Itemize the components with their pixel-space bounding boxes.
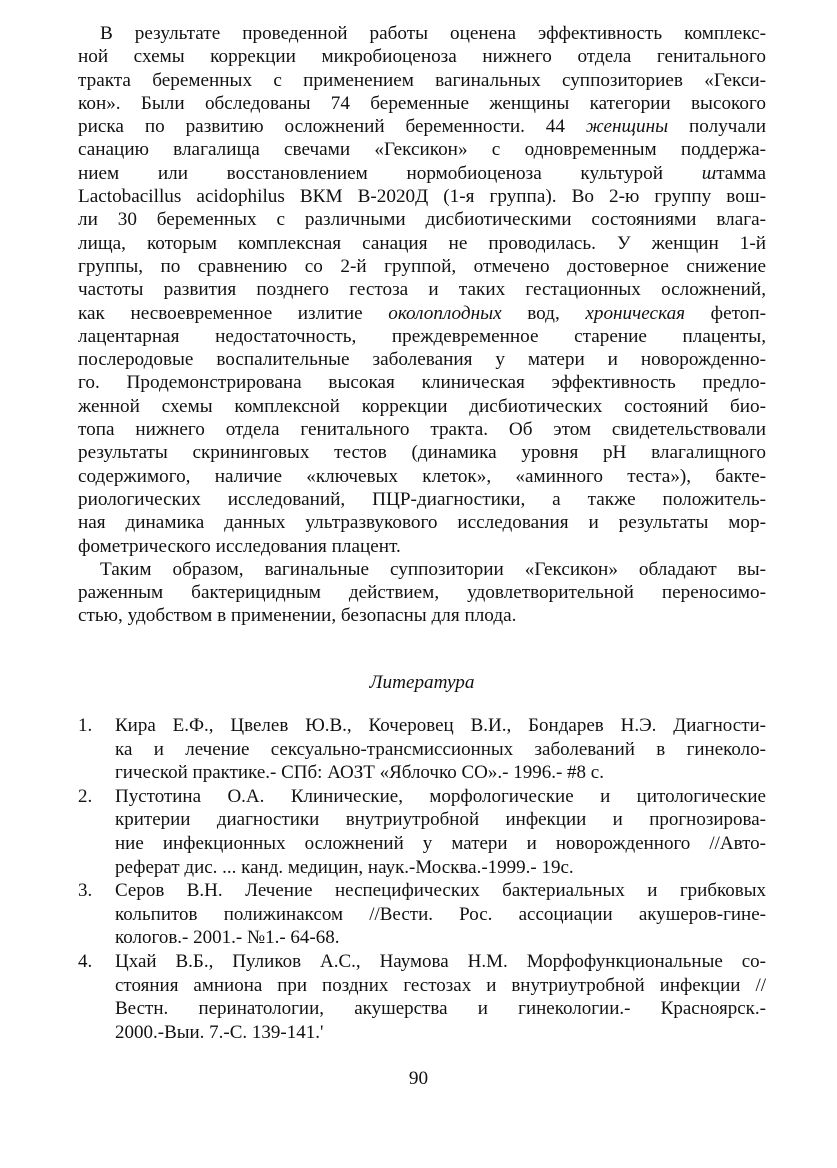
reference-line: Цхай В.Б., Пуликов А.С., Наумова Н.М. Морфофункциональные со-: [115, 950, 766, 972]
reference-line: реферат дис. ... канд. медицин, наук.-Москва.-1999.- 19с.: [115, 856, 574, 878]
reference-line: Вестн. перинатологии, акушерства и гинекологии.- Красноярск.-: [115, 998, 766, 1020]
reference-line: Пустотина О.А. Клинические, морфологические и цитологические: [115, 785, 766, 807]
text-line: санацию влагалища свечами «Гексикон» с одновременным поддержа-: [78, 139, 766, 161]
reference-line: Серов В.Н. Лечение неспецифических бактериальных и грибковых: [115, 880, 766, 902]
reference-line: кольпитов полижинаксом //Вести. Рос. ассоциации акушеров-гине-: [115, 903, 766, 925]
reference-line: ка и лечение сексуально-трансмиссионных заболеваний в гинеколо-: [115, 738, 766, 760]
page-number: 90: [408, 1068, 429, 1089]
reference-line: кологов.- 2001.- №1.- 64-68.: [115, 927, 340, 949]
reference-number: 2.: [78, 785, 93, 807]
reference-item: [78, 785, 766, 879]
text-line: ная динамика данных ультразвукового исследования и результаты мор-: [78, 512, 766, 534]
body-text: [78, 22, 766, 628]
reference-number: 4.: [78, 950, 93, 972]
reference-line: ние инфекционных осложнений у матери и новорожденного //Авто-: [115, 832, 766, 854]
text-line: содержимого, наличие «ключевых клеток», «аминного теста»), бакте-: [78, 465, 766, 487]
text-line: результаты скрининговых тестов (динамика уровня pH влагалищного: [78, 442, 766, 464]
text-line: В результате проведенной работы оценена эффективность комплекс-: [100, 23, 766, 44]
text-line: как несвоевременное излитие околоплодных вод, хроническая фетоп-: [78, 302, 766, 324]
text-line: ли 30 беременных с различными дисбиотическими состояниями влага-: [78, 209, 766, 231]
reference-number: 1.: [78, 715, 93, 736]
text-line: тракта беременных с применением вагинальных суппозиториев «Гекси-: [78, 69, 766, 91]
text-line: ной схемы коррекции микробиоценоза нижнего отдела генитального: [78, 46, 766, 68]
text-line: группы, по сравнению со 2-й группой, отмечено достоверное снижение: [78, 255, 766, 277]
text-line: частоты развития позднего гестоза и таких гестационных осложнений,: [78, 279, 766, 301]
reference-item: [78, 714, 766, 785]
text-line: фометрического исследования плацент.: [78, 535, 401, 557]
reference-line: критерии диагностики внутриутробной инфекции и прогнозирова-: [115, 809, 766, 831]
text-line: женной схемы комплексной коррекции дисбиотических состояний био-: [78, 395, 766, 417]
text-line: Lactobacillus acidophilus ВКМ В-2020Д (1-я группа). Во 2-ю группу вош-: [78, 186, 766, 208]
reference-line: 2000.-Выи. 7.-С. 139-141.': [115, 1021, 324, 1043]
references-list: [78, 714, 766, 1044]
reference-item: [78, 879, 766, 950]
reference-line: гической практике.- СПб: АОЗТ «Яблочко СО».- 1996.- #8 с.: [115, 762, 604, 784]
text-line: риологических исследований, ПЦР-диагностики, а также положитель-: [78, 488, 766, 510]
reference-line: Кира Е.Ф., Цвелев Ю.В., Кочеровец В.И., Бондарев Н.Э. Диагности-: [115, 715, 766, 736]
text-line: лацентарная недостаточность, преждевременное старение плаценты,: [78, 325, 766, 347]
paragraph-results: [78, 22, 766, 558]
text-line: нием или восстановлением нормобиоценоза культурой штамма: [78, 162, 766, 184]
text-line: топа нижнего отдела генитального тракта. Об этом свидетельствовали: [78, 419, 766, 441]
text-line: кон». Были обследованы 74 беременные женщины категории высокого: [78, 92, 766, 114]
text-line: послеродовые воспалительные заболевания у матери и новорожденно-: [78, 349, 766, 371]
text-line: риска по развитию осложнений беременности. 44 женщины получали: [78, 116, 766, 138]
reference-number: 3.: [78, 880, 93, 902]
references-heading: Литература: [369, 672, 475, 693]
text-line: Таким образом, вагинальные суппозитории «Гексикон» обладают вы-: [100, 558, 766, 580]
reference-line: стояния амниона при поздних гестозах и внутриутробной инфекции //: [115, 974, 766, 996]
text-line: го. Продемонстрирована высокая клиническая эффективность предло-: [78, 372, 766, 394]
text-line: раженным бактерицидным действием, удовлетворительной переносимо-: [78, 582, 766, 604]
reference-item: [78, 950, 766, 1044]
text-line: стью, удобством в применении, безопасны для плода.: [78, 605, 517, 627]
paragraph-conclusion: [78, 558, 766, 628]
text-line: лища, которым комплексная санация не проводилась. У женщин 1-й: [78, 232, 766, 254]
